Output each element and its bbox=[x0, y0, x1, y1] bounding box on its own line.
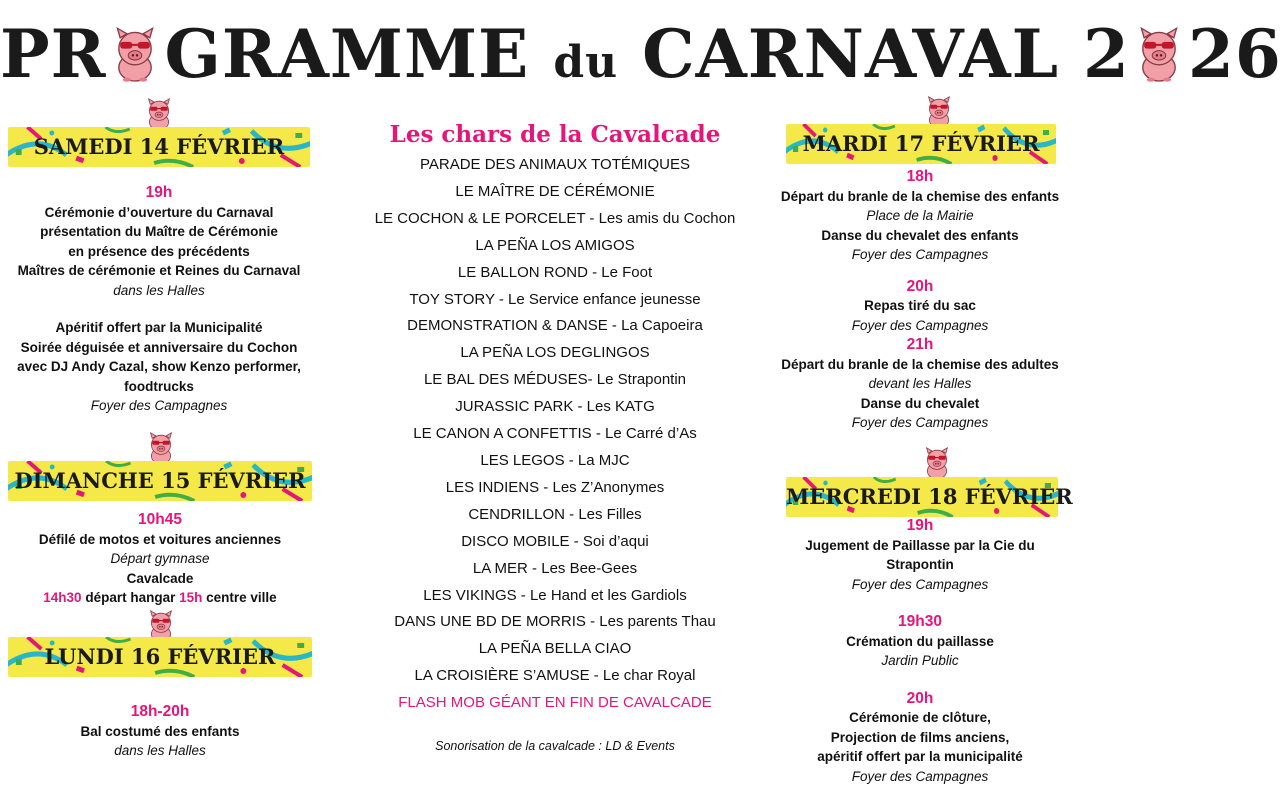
chars-heading: Les chars de la Cavalcade bbox=[340, 118, 770, 152]
sound-credit: Sonorisation de la cavalcade : LD & Events bbox=[340, 739, 770, 753]
event-location: Foyer des Campagnes bbox=[770, 575, 1070, 595]
char-item: DANS UNE BD DE MORRIS - Les parents Thau bbox=[340, 609, 770, 636]
banner-monday bbox=[8, 637, 312, 677]
flash-mob-note: FLASH MOB GÉANT EN FIN DE CAVALCADE bbox=[340, 690, 770, 717]
banner-tuesday bbox=[786, 124, 1056, 164]
event-location: Foyer des Campagnes bbox=[770, 245, 1070, 265]
event-location: dans les Halles bbox=[8, 741, 312, 761]
event-time: 18h bbox=[770, 167, 1070, 187]
event-time: 20h bbox=[770, 277, 1070, 297]
day-heading: MERCREDI 18 FÉVRIER bbox=[786, 477, 1058, 517]
pig-icon bbox=[108, 20, 162, 78]
pig-icon bbox=[921, 446, 953, 480]
day-heading: SAMEDI 14 FÉVRIER bbox=[8, 127, 310, 167]
event-location: Foyer des Campagnes bbox=[770, 316, 1070, 336]
char-item: LES VIKINGS - Le Hand et les Gardiols bbox=[340, 583, 770, 610]
char-item: LA PEÑA LOS AMIGOS bbox=[340, 233, 770, 260]
sunday-schedule: 10h45 Défilé de motos et voitures anciennes Départ gymnase Cavalcade 14h30 départ hangar 15h centre ville bbox=[8, 510, 312, 608]
event-location: Foyer des Campagnes bbox=[770, 413, 1070, 433]
char-item: LES INDIENS - Les Z’Anonymes bbox=[340, 475, 770, 502]
char-item: LE MAÎTRE DE CÉRÉMONIE bbox=[340, 179, 770, 206]
char-item: LA PEÑA BELLA CIAO bbox=[340, 636, 770, 663]
event-time: 18h-20h bbox=[8, 702, 312, 722]
event-location: Départ gymnase bbox=[8, 549, 312, 569]
day-heading: LUNDI 16 FÉVRIER bbox=[8, 637, 312, 677]
char-item: LA PEÑA LOS DEGLINGOS bbox=[340, 340, 770, 367]
event-time: 19h bbox=[8, 183, 310, 203]
wednesday-schedule: 19h Jugement de Paillasse par la Cie du Strapontin Foyer des Campagnes 19h30 Crémation du paillasse Jardin Public 20h Cérémonie de clôture, Projection de films anciens, apéritif offert par la municipalité Foyer des Campagnes bbox=[770, 516, 1070, 786]
event-location: dans les Halles bbox=[8, 281, 310, 301]
event-location: devant les Halles bbox=[770, 374, 1070, 394]
char-item: JURASSIC PARK - Les KATG bbox=[340, 394, 770, 421]
banner-sunday bbox=[8, 461, 312, 501]
char-item: LE BALLON ROND - Le Foot bbox=[340, 260, 770, 287]
char-item: LA CROISIÈRE S’AMUSE - Le char Royal bbox=[340, 663, 770, 690]
day-heading: MARDI 17 FÉVRIER bbox=[786, 124, 1056, 164]
pig-icon bbox=[143, 97, 175, 131]
event-time: 21h bbox=[770, 335, 1070, 355]
pig-icon bbox=[1132, 20, 1186, 78]
monday-schedule: 18h-20h Bal costumé des enfants dans les Halles bbox=[8, 702, 312, 761]
event-location: Jardin Public bbox=[770, 651, 1070, 671]
char-item: LE COCHON & LE PORCELET - Les amis du Cochon bbox=[340, 206, 770, 233]
char-item: CENDRILLON - Les Filles bbox=[340, 502, 770, 529]
saturday-schedule: 19h Cérémonie d’ouverture du Carnaval présentation du Maître de Cérémonie en présence des précédents Maîtres de cérémonie et Reines du Carnaval dans les Halles Apéritif offert par la Municipalité Soirée déguisée et anniversaire du Cochon avec DJ Andy Cazal, show Kenzo performer, foodtrucks Foyer des Campagnes bbox=[8, 183, 310, 416]
pig-icon bbox=[145, 431, 177, 465]
banner-saturday bbox=[8, 127, 310, 167]
char-item: LE BAL DES MÉDUSES- Le Strapontin bbox=[340, 367, 770, 394]
char-item: DISCO MOBILE - Soi d’aqui bbox=[340, 529, 770, 556]
event-location: Foyer des Campagnes bbox=[8, 396, 310, 416]
day-heading: DIMANCHE 15 FÉVRIER bbox=[8, 461, 312, 501]
event-location: Foyer des Campagnes bbox=[770, 767, 1070, 786]
char-item: TOY STORY - Le Service enfance jeunesse bbox=[340, 287, 770, 314]
page-title: PR GRAMME du CARNAVAL 2 26 bbox=[0, 14, 1104, 103]
event-location: Place de la Mairie bbox=[770, 206, 1070, 226]
char-item: PARADE DES ANIMAUX TOTÉMIQUES bbox=[340, 152, 770, 179]
tuesday-schedule: 18h Départ du branle de la chemise des enfants Place de la Mairie Danse du chevalet des enfants Foyer des Campagnes 20h Repas tiré du sac Foyer des Campagnes 21h Départ du branle de la chemise des adultes devant les Halles Danse du chevalet Foyer des Campagnes bbox=[770, 167, 1070, 433]
char-item: LES LEGOS - La MJC bbox=[340, 448, 770, 475]
chars-list bbox=[340, 118, 770, 753]
event-time: 10h45 bbox=[8, 510, 312, 530]
banner-wednesday bbox=[786, 477, 1058, 517]
char-item: DEMONSTRATION & DANSE - La Capoeira bbox=[340, 313, 770, 340]
event-time: 20h bbox=[770, 689, 1070, 709]
char-item: LE CANON A CONFETTIS - Le Carré d’As bbox=[340, 421, 770, 448]
char-item: LA MER - Les Bee-Gees bbox=[340, 556, 770, 583]
event-time: 19h bbox=[770, 516, 1070, 536]
event-time: 19h30 bbox=[770, 612, 1070, 632]
